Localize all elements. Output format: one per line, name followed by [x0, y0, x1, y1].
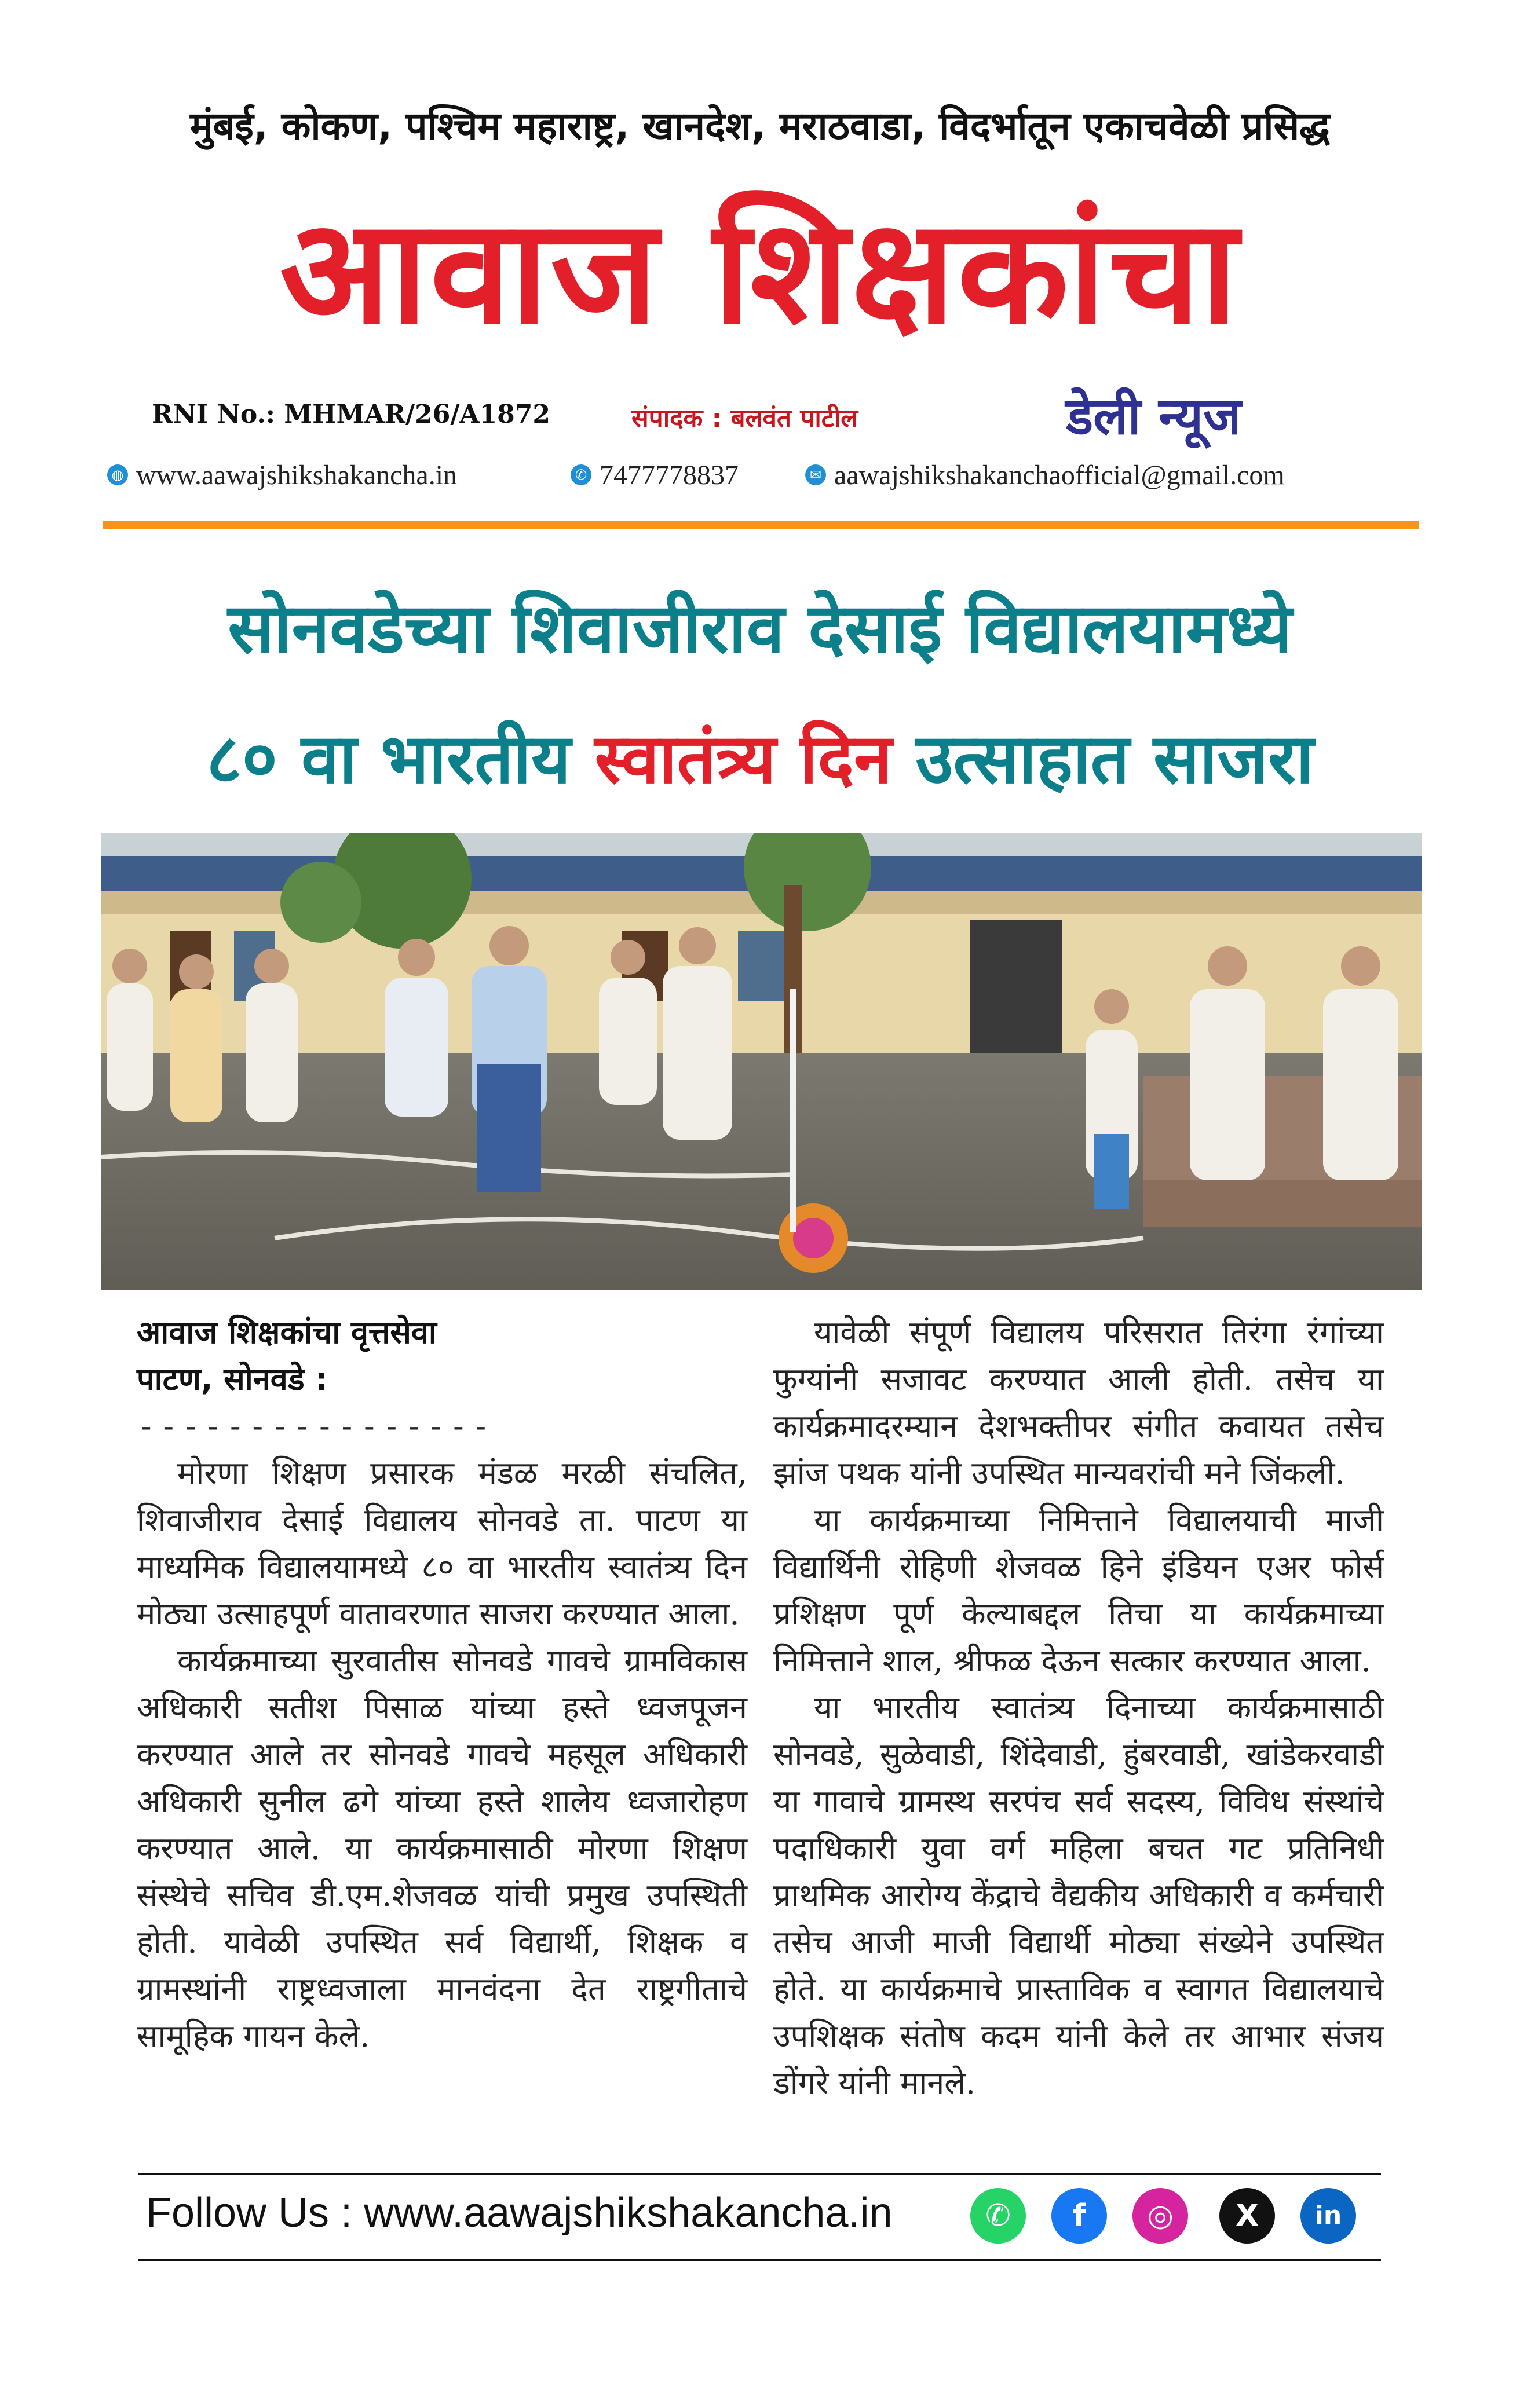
paragraph: कार्यक्रमाच्या सुरवातीस सोनवडे गावचे ग्रामविकास अधिकारी सतीश पिसाळ यांच्या हस्ते ध्वजपूजन करण्यात आले तर सोनवडे गावचे महसूल अधिकारी अधिकारी सुनील ढगे यांच्या हस्ते शालेय ध्वजारोहण करण्यात आले. या कार्यक्रमासाठी मोरणा शिक्षण संस्थेचे सचिव डी.एम.शेजवळ यांची प्रमुख उपस्थिती होती. यावेळी उपस्थित सर्व विद्यार्थी, शिक्षक व ग्रामस्थांनी राष्ट्रध्वजाला मानवंदना देत राष्ट्रगीताचे सामूहिक गायन केले. — [137, 1642, 747, 2054]
phone-icon: ✆ — [571, 464, 591, 485]
byline-location: पाटण, सोनवडे : — [137, 1361, 328, 1397]
email-text: aawajshikshakanchaofficial@gmail.com — [834, 459, 1285, 491]
header-divider — [103, 521, 1419, 529]
globe-icon: ◍ — [107, 464, 128, 485]
daily-news-label: डेली न्यूज — [1066, 386, 1241, 446]
x-icon[interactable]: X — [1219, 2188, 1275, 2244]
event-photo-illustration — [101, 833, 1422, 1290]
paragraph: यावेळी संपूर्ण विद्यालय परिसरात तिरंगा रंगांच्या फुग्यांनी सजावट करण्यात आली होती. तसेच या कार्यक्रमादरम्यान देशभक्तीपर संगीत कवायत तसेच झांज पथक यांनी उपस्थित मान्यवरांची मने जिंकली. — [773, 1314, 1384, 1491]
masthead-title: आवाज शिक्षकांचा — [279, 188, 1241, 356]
linkedin-icon[interactable]: in — [1300, 2188, 1356, 2244]
facebook-icon[interactable]: f — [1051, 2188, 1107, 2244]
phone-contact[interactable] — [571, 458, 739, 492]
paragraph: या भारतीय स्वातंत्र्य दिनाच्या कार्यक्रमासाठी सोनवडे, सुळेवाडी, शिंदेवाडी, हुंबरवाडी, खांडेकरवाडी या गावाचे ग्रामस्थ सरपंच सर्व सदस्य, विविध संस्थांचे पदाधिकारी युवा वर्ग महिला बचत गट प्रतिनिधी प्राथमिक आरोग्य केंद्राचे वैद्यकीय अधिकारी व कर्मचारी तसेच आजी माजी विद्यार्थी मोठ्या संख्येने उपस्थित होते. या कार्यक्रमाचे प्रास्ताविक व स्वागत विद्यालयाचे उपशिक्षक संतोष कदम यांनी केले तर आभार संजय डोंगरे यांनी मानले. — [773, 1689, 1384, 2101]
rni-number: RNI No.: MHMAR/26/A1872 — [152, 400, 551, 429]
phone-text: 7477778837 — [600, 459, 739, 491]
email-icon: ✉ — [805, 464, 826, 485]
headline-highlight: स्वातंत्र्य दिन — [594, 719, 892, 799]
follow-us-link[interactable]: Follow Us : www.aawajshikshakancha.in — [146, 2190, 893, 2236]
tagline: मुंबई, कोकण, पश्चिम महाराष्ट्र, खानदेश, मराठवाडा, विदर्भातून एकाचवेळी प्रसिद्ध — [190, 104, 1330, 148]
headline-line-2-start: ८० वा भारतीय — [206, 719, 595, 799]
footer-bottom-divider — [138, 2259, 1381, 2261]
instagram-icon[interactable]: ◎ — [1132, 2188, 1188, 2244]
event-photo — [101, 833, 1422, 1290]
website-contact[interactable] — [107, 458, 457, 492]
headline-line-2-end: उत्साहात साजरा — [891, 719, 1314, 799]
byline-agency: आवाज शिक्षकांचा वृत्तसेवा — [137, 1314, 437, 1351]
article-right-column — [773, 1309, 1384, 2106]
website-text: www.aawajshikshakancha.in — [136, 459, 458, 491]
email-contact[interactable] — [805, 458, 1285, 492]
paragraph: या कार्यक्रमाच्या निमित्ताने विद्यालयाची माजी विद्यार्थिनी रोहिणी शेजवळ हिने इंडियन एअर फोर्स प्रशिक्षण पूर्ण केल्याबद्दल तिचा या कार्यक्रमाच्या निमित्ताने शाल, श्रीफळ देऊन सत्कार करण्यात आला. — [773, 1502, 1384, 1679]
headline-line-1: सोनवडेच्या शिवाजीराव देसाई विद्यालयामध्ये — [228, 588, 1292, 668]
headline-line-2 — [0, 715, 1520, 802]
editor-name: संपादक : बलवंत पाटील — [631, 404, 858, 433]
footer-top-divider — [138, 2173, 1381, 2175]
paragraph: मोरणा शिक्षण प्रसारक मंडळ मरळी संचलित, शिवाजीराव देसाई विद्यालय सोनवडे ता. पाटण या माध्यमिक विद्यालयामध्ये ८० वा भारतीय स्वातंत्र्य दिन मोठ्या उत्साहपूर्ण वातावरणात साजरा करण्यात आला. — [137, 1455, 747, 1632]
whatsapp-icon[interactable]: ✆ — [970, 2188, 1026, 2244]
byline-separator: ---------------- — [137, 1408, 494, 1444]
article-left-column — [137, 1309, 747, 2059]
